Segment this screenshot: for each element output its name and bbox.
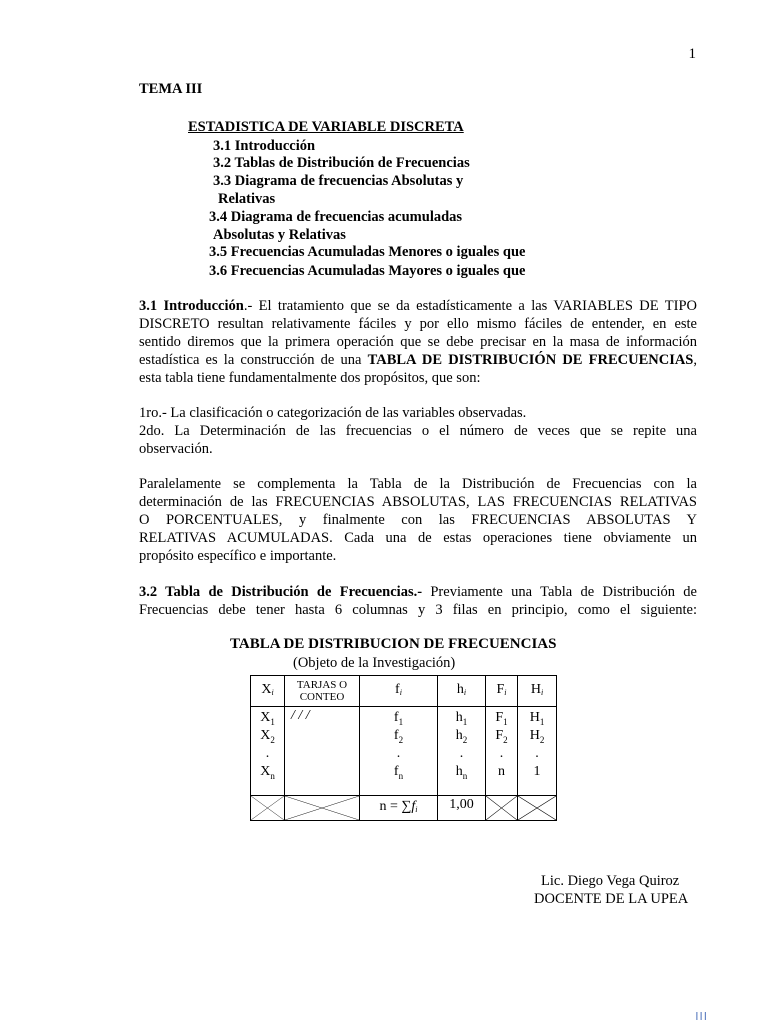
toc-item: Absolutas y Relativas: [213, 227, 346, 243]
col-F-values: [486, 707, 518, 796]
crossed-cell: [285, 796, 360, 821]
paralelamente-line-5: propósito específico e importante.: [139, 548, 337, 564]
intro-text: .- El tratamiento que se da estadísticamente a las VARIABLES DE TIPO: [243, 298, 697, 314]
sum-label: n = ∑: [379, 799, 412, 814]
table-body-row: [251, 707, 557, 796]
table-cell-value: $f_1$: [393, 710, 404, 727]
paralelamente-line-3: O PORCENTUALES, y finalmente con las FRECUENCIAS ABSOLUTAS Y: [139, 512, 697, 528]
header-tarjas-line-2: CONTEO: [299, 691, 345, 703]
header-H-label: H: [530, 682, 541, 697]
table-cell-value: $H_2$: [529, 728, 545, 745]
table-title: TABLA DE DISTRIBUCION DE FRECUENCIAS: [230, 636, 557, 652]
tally-marks: / / /: [291, 708, 310, 723]
table-cell-value: .: [265, 746, 270, 761]
header-x: [251, 676, 285, 707]
header-f-sub: i: [399, 688, 402, 697]
toc-item: 3.2 Tablas de Distribución de Frecuencias: [213, 155, 470, 171]
intro-heading: 3.1 Introducción: [139, 298, 244, 314]
crossed-cell: [518, 796, 557, 821]
page-number: 1: [688, 46, 696, 62]
col-x-values: [251, 707, 285, 796]
table-footer-row: [251, 796, 557, 821]
header-f: [360, 676, 438, 707]
header-tarjas: [285, 676, 360, 707]
sum-sub: i: [415, 805, 418, 814]
header-h: [438, 676, 486, 707]
header-F: [486, 676, 518, 707]
paralelamente-line-2: determinación de las FRECUENCIAS ABSOLUTAS, LAS FRECUENCIAS RELATIVAS: [139, 494, 697, 510]
frequency-table: [250, 675, 557, 821]
sum-cell: [360, 796, 438, 821]
table-cell-value: $f_n$: [393, 764, 404, 781]
signature-title: DOCENTE DE LA UPEA: [534, 891, 689, 907]
intro-text: estadística es la construcción de una: [139, 352, 368, 368]
table-cell-value: $f_2$: [393, 728, 404, 745]
section32-heading: 3.2 Tabla de Distribución de Frecuencias.-: [139, 584, 423, 600]
intro-line-3: sentido diremos que la primera operación que se debe precisar en la masa de información: [139, 334, 697, 350]
section32-line-2: Frecuencias debe tener hasta 6 columnas y 3 filas en principio, como el siguiente:: [139, 602, 697, 618]
table-cell-value: .: [396, 746, 401, 761]
intro-text: ,: [693, 352, 697, 368]
table-cell-value: $F_1$: [495, 710, 508, 727]
table-cell-value: $h_2$: [455, 728, 468, 745]
header-h-sub: i: [463, 688, 467, 697]
header-h-label: h: [456, 682, 464, 697]
paralelamente-line-1: Paralelamente se complementa la Tabla de la Distribución de Frecuencias con la: [139, 476, 697, 492]
h-total-cell: [438, 796, 486, 821]
toc-item: Relativas: [218, 191, 276, 207]
header-x-sub: i: [271, 688, 274, 697]
header-H: [518, 676, 557, 707]
h-total: 1,00: [449, 797, 474, 812]
table-subtitle: (Objeto de la Investigación): [293, 655, 456, 671]
col-H-values: [518, 707, 557, 796]
section32-paragraph: [139, 583, 697, 619]
table-cell-value: .: [499, 746, 504, 761]
table-cell-value: $h_n$: [455, 764, 468, 781]
paralelamente-line-4: RELATIVAS ACUMULADAS. Cada una de estas operaciones tiene obviamente un: [139, 530, 697, 546]
table-cell-value: $H_1$: [529, 710, 545, 727]
col-f-values: [360, 707, 438, 796]
footer-mark: III: [695, 1010, 708, 1023]
purpose-2-line-1: 2do. La Determinación de las frecuencias o el número de veces que se repite una: [139, 423, 697, 439]
header-tarjas-line-1: TARJAS O: [296, 679, 348, 691]
header-x-label: X: [261, 682, 272, 697]
purposes-block: [139, 404, 697, 458]
toc-item: 3.1 Introducción: [213, 138, 316, 154]
toc-title: ESTADISTICA DE VARIABLE DISCRETA: [188, 119, 464, 135]
table-cell-value: .: [459, 746, 464, 761]
col-h-values: [438, 707, 486, 796]
intro-line-4: [139, 351, 697, 369]
table-cell-value: 1: [533, 764, 541, 779]
header-F-label: F: [496, 682, 505, 697]
col-tally: [285, 707, 360, 796]
header-H-sub: i: [540, 688, 544, 697]
purpose-2-line-2: observación.: [139, 441, 213, 457]
sum-f: f: [411, 799, 416, 814]
table-cell-value: $h_1$: [455, 710, 468, 727]
header-f-label: f: [395, 682, 400, 697]
intro-line-1: [139, 297, 697, 315]
section32-line-1: [139, 583, 697, 601]
intro-paragraph: [139, 297, 697, 387]
intro-line-2: DISCRETO resultan relativamente fáciles y por ello mismo fáciles de entender, en este: [139, 316, 697, 332]
toc-item: 3.5 Frecuencias Acumuladas Menores o iguales que: [209, 244, 526, 260]
header-F-sub: i: [504, 688, 507, 697]
table-cell-value: $X_n$: [260, 764, 275, 781]
toc-item: 3.4 Diagrama de frecuencias acumuladas: [209, 209, 463, 225]
table-cell-value: n: [498, 764, 505, 779]
signature-name: Lic. Diego Vega Quiroz: [541, 873, 680, 889]
toc-item: 3.6 Frecuencias Acumuladas Mayores o iguales que: [209, 263, 526, 279]
paralelamente-paragraph: [139, 475, 697, 565]
table-cell-value: $F_2$: [495, 728, 508, 745]
intro-bold-term: TABLA DE DISTRIBUCIÓN DE FRECUENCIAS: [367, 352, 694, 368]
intro-line-5: esta tabla tiene fundamentalmente dos propósitos, que son:: [139, 370, 481, 386]
toc-item: 3.3 Diagrama de frecuencias Absolutas y: [213, 173, 464, 189]
table-header-row: [251, 676, 557, 707]
crossed-cell: [251, 796, 285, 821]
table-cell-value: $X_2$: [260, 728, 275, 745]
purpose-1: 1ro.- La clasificación o categorización de las variables observadas.: [139, 405, 527, 421]
table-cell-value: .: [535, 746, 539, 761]
table-cell-value: $X_1$: [260, 710, 275, 727]
tema-heading: TEMA III: [139, 81, 203, 97]
crossed-cell: [486, 796, 518, 821]
section32-text: Previamente una Tabla de Distribución de: [422, 584, 697, 600]
